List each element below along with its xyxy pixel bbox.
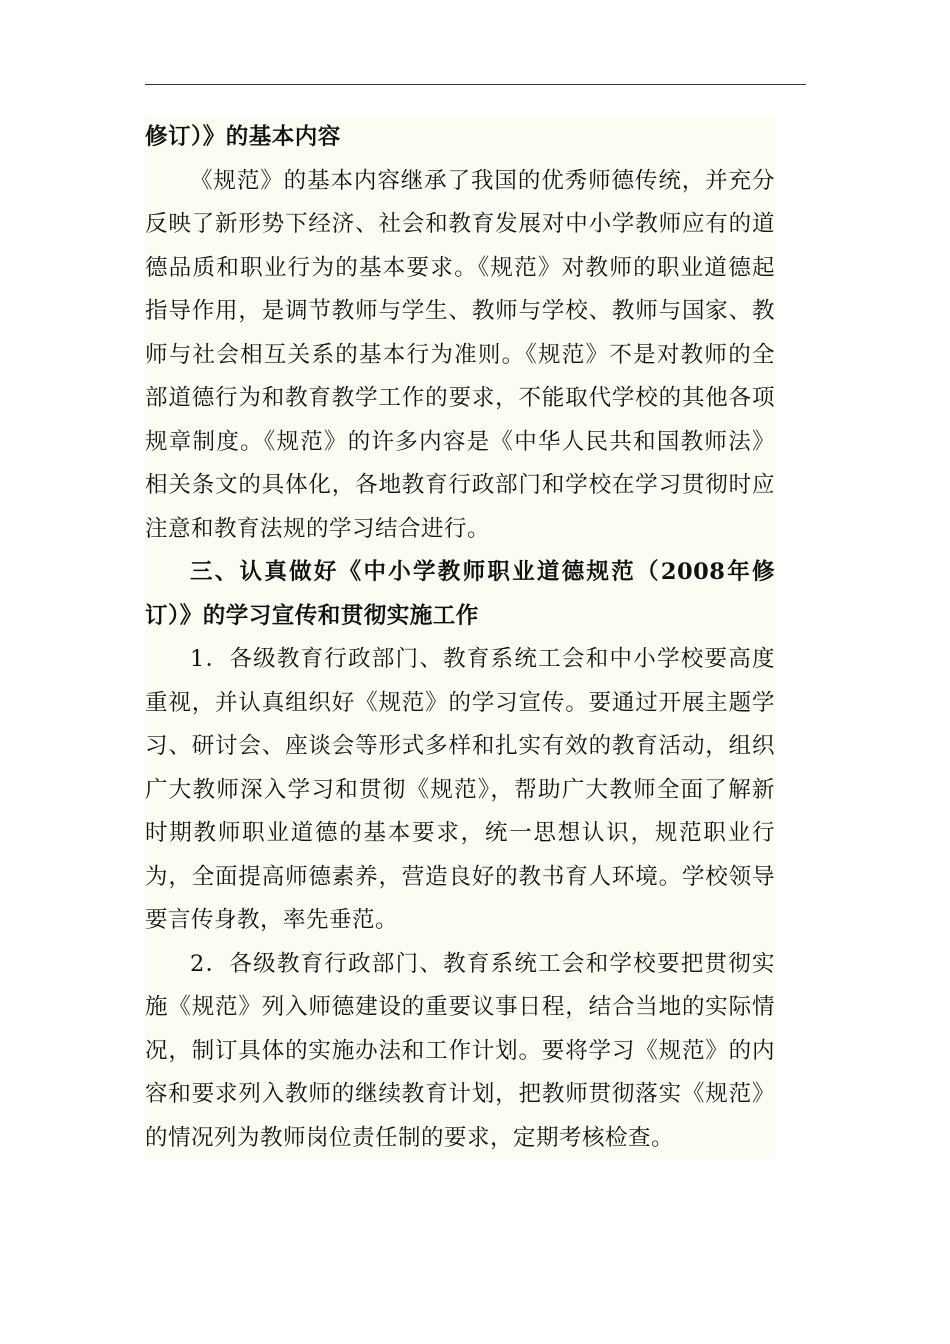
document-body xyxy=(145,116,775,1160)
section-heading-three: 三、认真做好《中小学教师职业道德规范（2008年修订）》的学习宣传和贯彻实施工作 xyxy=(145,559,775,629)
body-paragraph-basic-content: 《规范》的基本内容继承了我国的优秀师德传统，并充分反映了新形势下经济、社会和教育发展对中小学教师应有的道德品质和职业行为的基本要求。《规范》对教师的职业道德起指导作用，是调节教师与学生、教师与学校、教师与国家、教师与社会相互关系的基本行为准则。《规范》不是对教师的全部道德行为和教育教学工作的要求，不能取代学校的其他各项规章制度。《规范》的许多内容是《中华人民共和国教师法》相关条文的具体化，各地教育行政部门和学校在学习贯彻时应注意和教育法规的学习结合进行。 xyxy=(145,167,775,542)
section-heading-continued: 修订）》的基本内容 xyxy=(145,124,341,150)
header-rule xyxy=(145,84,806,85)
body-paragraph-item-1: 1．各级教育行政部门、教育系统工会和中小学校要高度重视，并认真组织好《规范》的学习宣传。要通过开展主题学习、研讨会、座谈会等形式多样和扎实有效的教育活动，组织广大教师深入学习和贯彻《规范》，帮助广大教师全面了解新时期教师职业道德的基本要求，统一思想认识，规范职业行为，全面提高师德素养，营造良好的教书育人环境。学校领导要言传身教，率先垂范。 xyxy=(145,646,775,933)
body-paragraph-item-2: 2．各级教育行政部门、教育系统工会和学校要把贯彻实施《规范》列入师德建设的重要议事日程，结合当地的实际情况，制订具体的实施办法和工作计划。要将学习《规范》的内容和要求列入教师的继续教育计划，把教师贯彻落实《规范》的情况列为教师岗位责任制的要求，定期考核检查。 xyxy=(145,950,775,1151)
